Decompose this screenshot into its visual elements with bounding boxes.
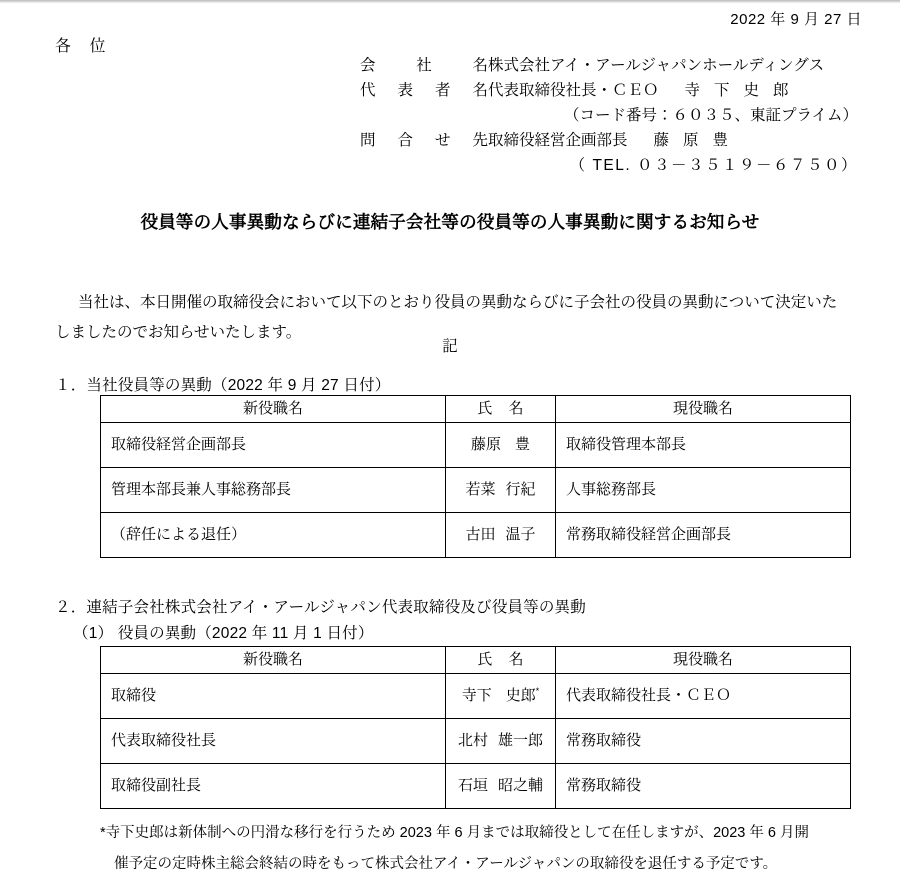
cell-new-title: 代表取締役社長 [101,719,446,764]
cell-surname: 藤原 [470,436,501,453]
cell-name [446,719,556,764]
contact-label: 問合せ先 [360,132,488,149]
representative-title [488,78,860,103]
contact-row [360,128,860,153]
cell-name [446,468,556,513]
section-1-table [100,395,851,558]
cell-name [446,423,556,468]
contact-title [488,128,860,153]
column-header-current-title: 現役職名 [556,647,851,674]
cell-given-name: 雄一郎 [498,732,544,749]
company-name-label: 会社名 [360,57,488,74]
column-header-name: 氏 名 [446,396,556,423]
cell-given-name: 豊 [515,436,531,453]
cell-given-name: 行紀 [505,481,536,498]
column-header-current-title: 現役職名 [556,396,851,423]
cell-current-title: 常務取締役 [556,764,851,809]
cell-current-title: 取締役管理本部長 [556,423,851,468]
telephone-row: （ TEL. ０３－３５１９－６７５０） [569,157,858,174]
cell-new-title: （辞任による退任） [101,513,446,558]
footnote-block [100,818,852,880]
section-2-table [100,646,851,809]
cell-name [446,513,556,558]
cell-name [446,764,556,809]
cell-new-title: 取締役経営企画部長 [101,423,446,468]
table-row [101,513,851,558]
company-name-value: 株式会社アイ・アールジャパンホールディングス [488,57,825,74]
cell-given-name: 温子 [505,526,536,543]
column-header-new-title: 新役職名 [101,396,446,423]
securities-code-row: （コード番号：６０３５、東証プライム） [563,107,858,124]
cell-surname: 古田 [465,526,496,543]
cell-current-title: 代表取締役社長・ＣＥＯ [556,674,851,719]
table-row [101,719,851,764]
table-row [101,764,851,809]
ki-mark: 記 [442,338,458,355]
section-2-subheading: （1） 役員の異動（2022 年 11 月 1 日付） [73,625,374,642]
column-header-new-title: 新役職名 [101,647,446,674]
company-contact-block [360,53,860,178]
cell-new-title: 管理本部長兼人事総務部長 [101,468,446,513]
table-row [101,468,851,513]
cell-current-title: 常務取締役経営企画部長 [556,513,851,558]
addressee-label: 各 位 [55,38,113,55]
cell-given-name: 史郎 [505,687,536,704]
footnote-marker: * [535,686,540,696]
document-date: 2022 年 9 月 27 日 [730,11,862,28]
cell-name [446,674,556,719]
contact-title-text: 取締役経営企画部長 [488,132,628,149]
column-header-name: 氏 名 [446,647,556,674]
representative-label: 代表者名 [360,82,488,99]
representative-name: 寺下史郎 [684,82,803,99]
cell-given-name: 昭之輔 [498,777,544,794]
representative-row [360,78,860,103]
cell-new-title: 取締役副社長 [101,764,446,809]
footnote-line-1: *寺下史郎は新体制への円滑な移行を行うため 2023 年 6 月までは取締役として在任しますが、2023 年 6 月開 [100,825,809,841]
cell-surname: 北村 [457,732,488,749]
cell-new-title: 取締役 [101,674,446,719]
table-header-row [101,396,851,423]
section-2-heading: ２．連結子会社株式会社アイ・アールジャパン代表取締役及び役員等の異動 [55,599,586,616]
document-title: 役員等の人事異動ならびに連結子会社等の役員等の人事異動に関するお知らせ [140,212,760,232]
table-header-row [101,647,851,674]
cell-current-title: 常務取締役 [556,719,851,764]
body-paragraph: 当社は、本日開催の取締役会において以下のとおり役員の異動ならびに子会社の役員の異動について決定いたしましたのでお知らせいたします。 [55,294,838,341]
document-page [0,3,900,888]
contact-name: 藤原豊 [653,132,743,149]
table-row [101,423,851,468]
company-name-row [360,53,860,78]
cell-current-title: 人事総務部長 [556,468,851,513]
representative-title-text: 代表取締役社長・ＣＥＯ [488,82,659,99]
section-1-heading: １．当社役員等の異動（2022 年 9 月 27 日付） [55,377,391,394]
cell-surname: 寺下 [461,687,492,704]
cell-surname: 石垣 [457,777,488,794]
footnote-line-2: 催予定の定時株主総会終結の時をもって株式会社アイ・アールジャパンの取締役を退任する予定です。 [114,856,778,872]
table-row [101,674,851,719]
cell-surname: 若菜 [465,481,496,498]
